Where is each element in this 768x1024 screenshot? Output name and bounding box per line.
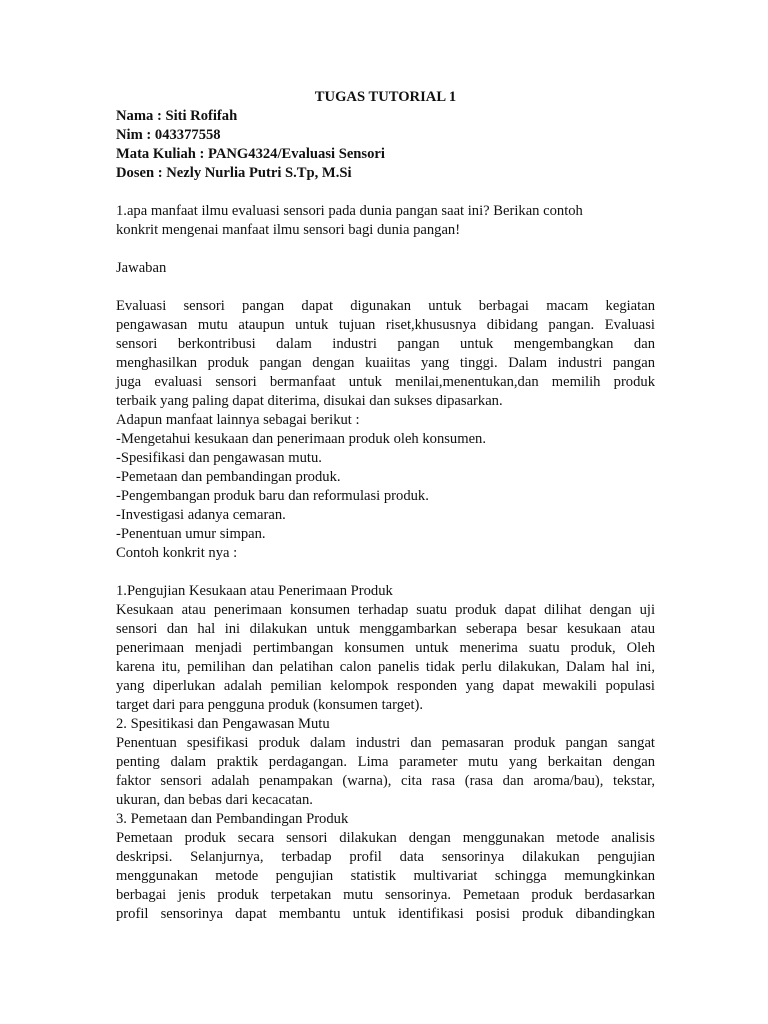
spacer xyxy=(116,563,655,582)
section-line: Pemetaan produk secara sensori dilakukan dengan menggunakan metode analisis xyxy=(116,830,655,846)
intro-paragraph-line: sensori berkontribusi dalam industri pangan untuk mengembangkan dan xyxy=(116,336,655,352)
document-title: TUGAS TUTORIAL 1 xyxy=(314,89,457,105)
benefit-item: -Investigasi adanya cemaran. xyxy=(116,507,286,523)
section-line: target dari para pengguna produk (konsumen target). xyxy=(116,697,424,713)
question-line: konkrit mengenai manfaat ilmu sensori bagi dunia pangan! xyxy=(116,222,461,238)
intro-paragraph-line: juga evaluasi sensori bermanfaat untuk menilai,menentukan,dan memilih produk xyxy=(116,374,655,390)
benefit-item: -Spesifikasi dan pengawasan mutu. xyxy=(116,450,322,466)
section-heading: 1.Pengujian Kesukaan atau Penerimaan Produk xyxy=(116,583,393,599)
intro-paragraph-line: terbaik yang paling dapat diterima, disukai dan sukses dipasarkan. xyxy=(116,393,503,409)
examples-intro: Contoh konkrit nya : xyxy=(116,545,238,561)
section-line: Penentuan spesifikasi produk dalam industri dan pemasaran produk pangan sangat xyxy=(116,735,655,751)
header-nim: Nim : 043377558 xyxy=(116,127,221,143)
benefits-intro: Adapun manfaat lainnya sebagai berikut : xyxy=(116,412,360,428)
section-line: ukuran, dan bebas dari kecacatan. xyxy=(116,792,313,808)
spacer xyxy=(116,183,655,202)
spacer xyxy=(116,240,655,259)
section-line: berbagai jenis produk terpetakan mutu sensorinya. Pemetaan produk berdasarkan xyxy=(116,887,655,903)
section-line: faktor sensori adalah penampakan (warna), cita rasa (rasa dan aroma/bau), tekstar, xyxy=(116,773,655,789)
question-line: 1.apa manfaat ilmu evaluasi sensori pada dunia pangan saat ini? Berikan contoh xyxy=(116,203,583,219)
answer-label: Jawaban xyxy=(116,260,167,276)
header-name: Nama : Siti Rofifah xyxy=(116,108,238,124)
benefit-item: -Mengetahui kesukaan dan penerimaan produk oleh konsumen. xyxy=(116,431,487,447)
intro-paragraph-line: pengawasan mutu ataupun untuk tujuan riset,khususnya dibidang pangan. Evaluasi xyxy=(116,317,655,333)
intro-paragraph-line: Evaluasi sensori pangan dapat digunakan untuk berbagai macam kegiatan xyxy=(116,298,655,314)
section-line: karena itu, pemilihan dan pelatihan calon panelis tidak perlu dilakukan, Dalam hal ini, xyxy=(116,659,655,675)
section-line: yang diperlukan adalah pemilian kelompok responden yang dapat mewakili populasi xyxy=(116,678,655,694)
section-line: penerimaan menjadi pertimbangan konsumen untuk menerima suatu produk, Oleh xyxy=(116,640,655,656)
section-line: menggunakan metode pengujian statistik multivariat schingga memungkinkan xyxy=(116,868,655,884)
section-line: Kesukaan atau penerimaan konsumen terhadap suatu produk dapat dilihat dengan uji xyxy=(116,602,655,618)
benefit-item: -Pemetaan dan pembandingan produk. xyxy=(116,469,341,485)
section-line: sensori dan hal ini dilakukan untuk menggambarkan seberapa besar kesukaan atau xyxy=(116,621,655,637)
section-heading: 3. Pemetaan dan Pembandingan Produk xyxy=(116,811,349,827)
benefit-item: -Penentuan umur simpan. xyxy=(116,526,266,542)
header-course: Mata Kuliah : PANG4324/Evaluasi Sensori xyxy=(116,146,385,162)
section-line: penting dalam praktik perdagangan. Lima parameter mutu yang berkaitan dengan xyxy=(116,754,655,770)
intro-paragraph-line: menghasilkan produk pangan dengan kuaiitas yang tinggi. Dalam industri pangan xyxy=(116,355,655,371)
header-lecturer: Dosen : Nezly Nurlia Putri S.Tp, M.Si xyxy=(116,165,352,181)
section-heading: 2. Spesitikasi dan Pengawasan Mutu xyxy=(116,716,330,732)
spacer xyxy=(116,278,655,297)
document-content xyxy=(116,88,655,924)
section-line: profil sensorinya dapat membantu untuk identifikasi posisi produk dibandingkan xyxy=(116,906,655,922)
benefit-item: -Pengembangan produk baru dan reformulasi produk. xyxy=(116,488,429,504)
section-line: deskripsi. Selanjurnya, terbadap profil data sensorinya dilakukan pengujian xyxy=(116,849,655,865)
